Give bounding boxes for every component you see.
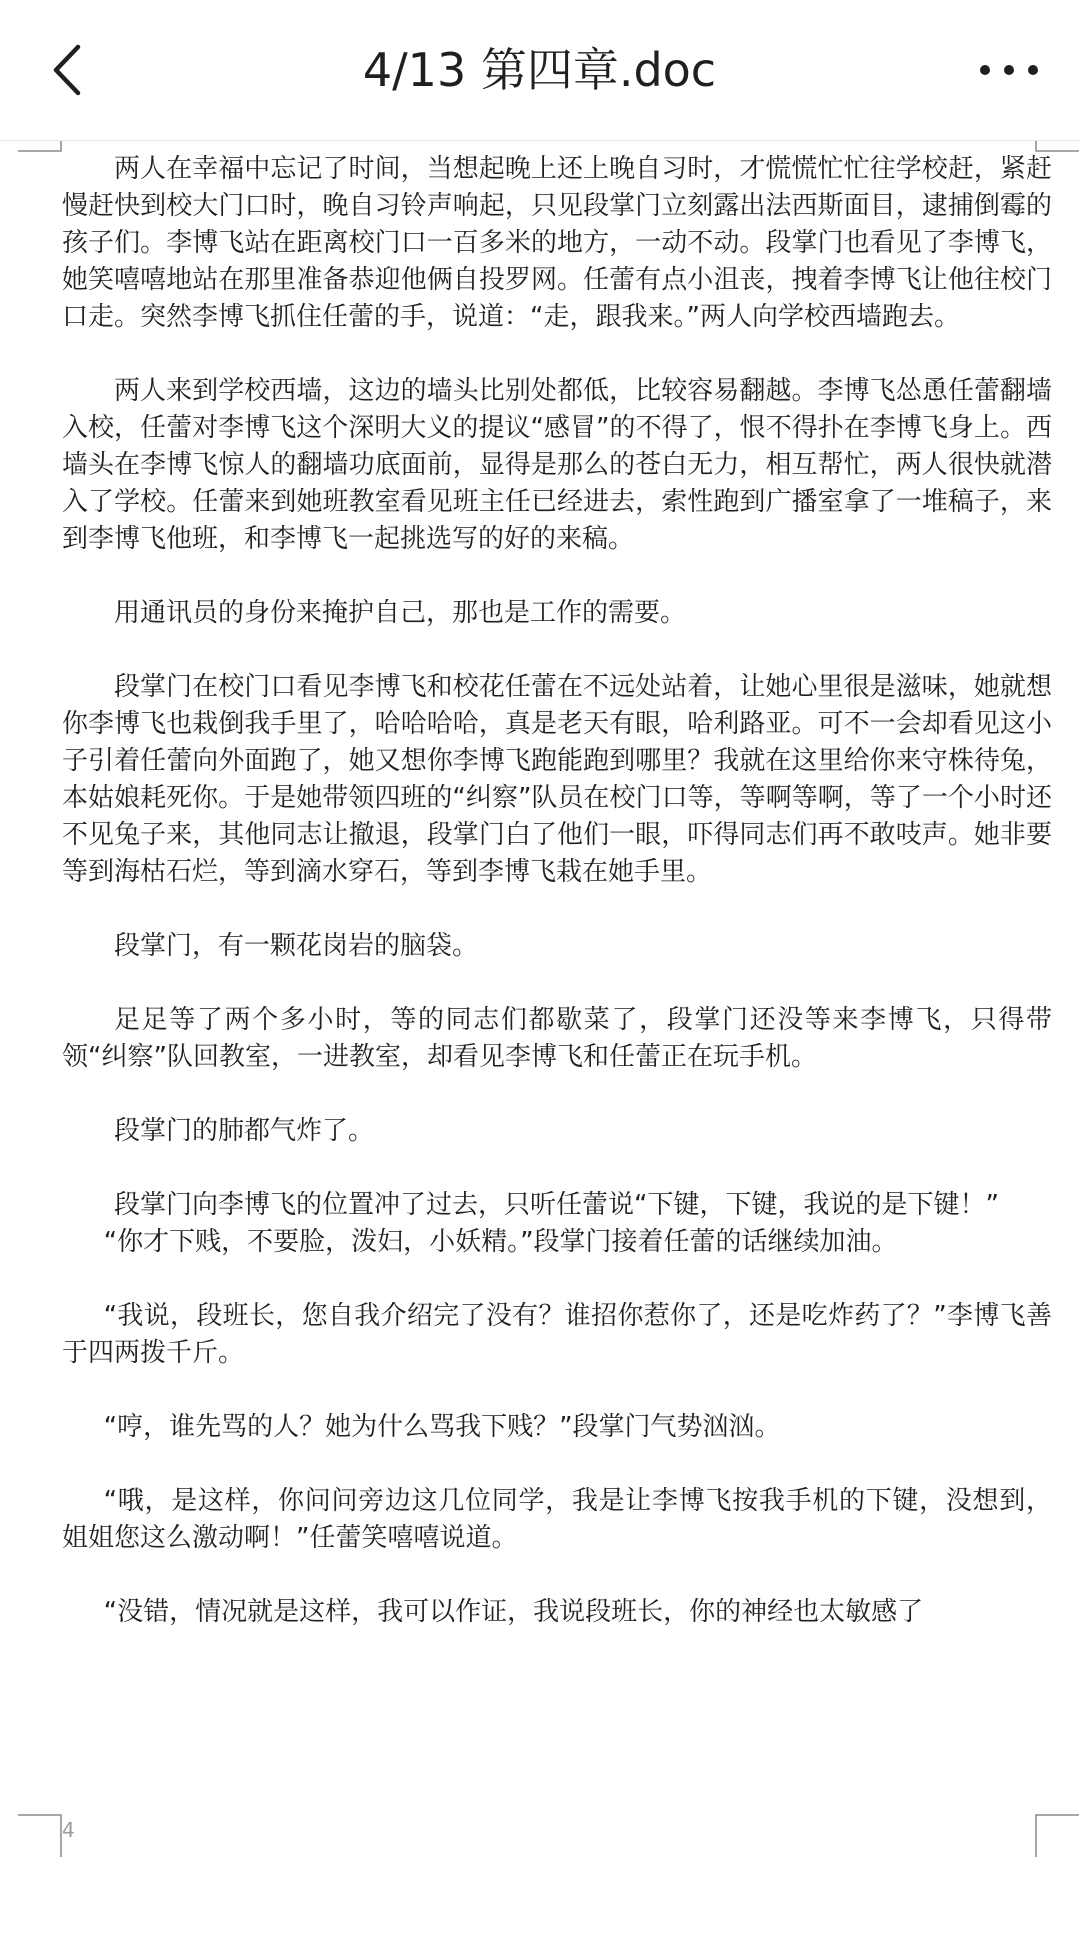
paragraph: “没错，情况就是这样，我可以作证，我说段班长，你的神经也太敏感了 (103, 1597, 924, 1627)
paragraph: “你才下贱，不要脸，泼妇，小妖精。”段掌门接着任蕾的话继续加油。 (103, 1227, 898, 1257)
paragraph: 段掌门的肺都气炸了。 (114, 1116, 375, 1146)
crop-mark-bottom-left (18, 1813, 62, 1857)
paragraph: 段掌门向李博飞的位置冲了过去，只听任蕾说“下键，下键，我说的是下键！” (114, 1190, 999, 1220)
paragraph: “哦，是这样，你问问旁边这几位同学，我是让李博飞按我手机的下键，没想到，姐姐您这么激动啊！”任蕾笑嘻嘻说道。 (62, 1486, 1052, 1553)
paragraph: 段掌门，有一颗花岗岩的脑袋。 (114, 931, 479, 961)
document-page[interactable] (0, 141, 1079, 1956)
paragraph: 两人来到学校西墙，这边的墙头比别处都低，比较容易翻越。李博飞怂恿任蕾翻墙入校，任蕾对李博飞这个深明大义的提议“感冒”的不得了，恨不得扑在李博飞身上。西墙头在李博飞惊人的翻墙功底面前，显得是那么的苍白无力，相互帮忙，两人很快就潜入了学校。任蕾来到她班教室看见班主任已经进去，索性跑到广播室拿了一堆稿子，来到李博飞他班，和李博飞一起挑选写的好的来稿。 (62, 376, 1052, 554)
more-horizontal-icon (969, 40, 1049, 100)
paragraph: 两人在幸福中忘记了时间，当想起晚上还上晚自习时，才慌慌忙忙往学校赶，紧赶慢赶快到校大门口时，晚自习铃声响起，只见段掌门立刻露出法西斯面目，逮捕倒霉的孩子们。李博飞站在距离校门口一百多米的地方，一动不动。段掌门也看见了李博飞，她笑嘻嘻地站在那里准备恭迎他俩自投罗网。任蕾有点小沮丧，拽着李博飞让他往校门口走。突然李博飞抓住任蕾的手，说道：“走，跟我来。”两人向学校西墙跑去。 (62, 154, 1052, 332)
paragraph: “我说，段班长，您自我介绍完了没有？谁招你惹你了，还是吃炸药了？”李博飞善于四两拨千斤。 (62, 1301, 1052, 1368)
paragraph: “哼，谁先骂的人？她为什么骂我下贱？”段掌门气势汹汹。 (103, 1412, 781, 1442)
paragraph: 足足等了两个多小时，等的同志们都歇菜了，段掌门还没等来李博飞，只得带领“纠察”队回教室，一进教室，却看见李博飞和任蕾正在玩手机。 (62, 1005, 1052, 1072)
page-number: 4 (62, 1818, 75, 1842)
crop-mark-bottom-right (1035, 1813, 1079, 1857)
back-button[interactable] (40, 35, 100, 105)
document-text (62, 151, 1052, 1631)
document-title: 4/13 第四章.doc (362, 43, 717, 97)
paragraph: 用通讯员的身份来掩护自己，那也是工作的需要。 (114, 598, 687, 628)
more-options-button[interactable] (969, 40, 1049, 100)
top-navigation-bar (0, 0, 1079, 141)
chevron-left-icon (40, 35, 100, 105)
crop-mark-top-left (18, 141, 62, 185)
paragraph: 段掌门在校门口看见李博飞和校花任蕾在不远处站着，让她心里很是滋味，她就想你李博飞也栽倒我手里了，哈哈哈哈，真是老天有眼，哈利路亚。可不一会却看见这小子引着任蕾向外面跑了，她又想你李博飞跑能跑到哪里？我就在这里给你来守株待兔，本姑娘耗死你。于是她带领四班的“纠察”队员在校门口等，等啊等啊，等了一个小时还不见兔子来，其他同志让撤退，段掌门白了他们一眼，吓得同志们再不敢吱声。她非要等到海枯石烂，等到滴水穿石，等到李博飞栽在她手里。 (62, 672, 1052, 887)
